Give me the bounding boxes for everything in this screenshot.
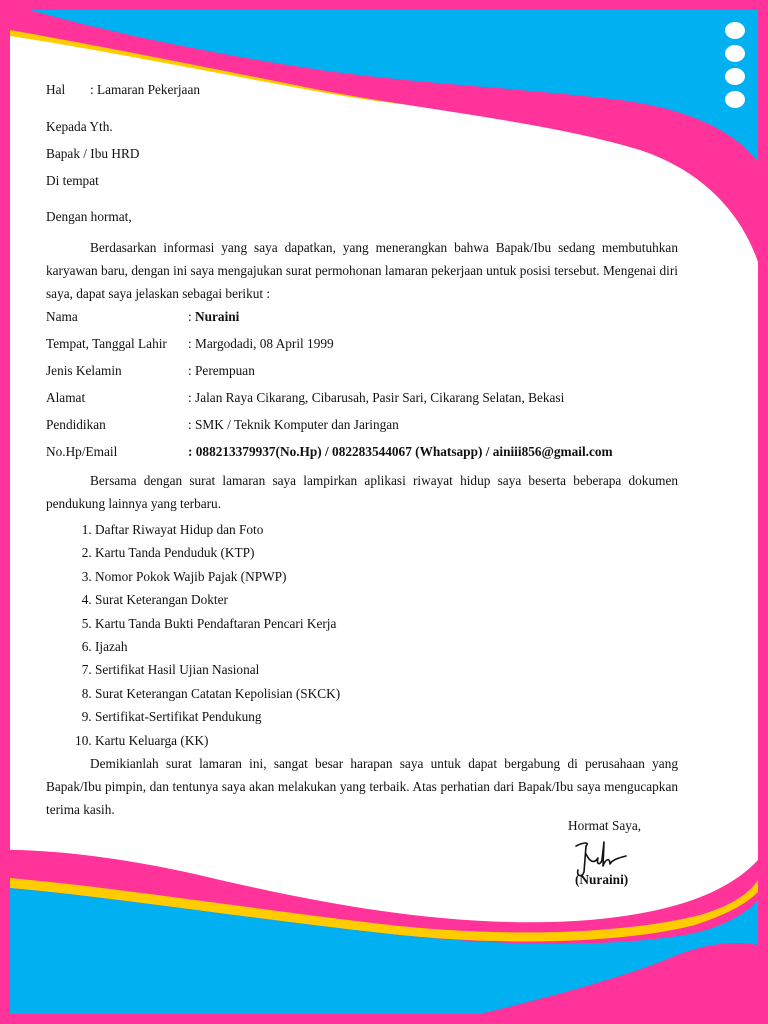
list-item: 6. Ijazah [95,635,678,658]
signature-block [520,818,700,888]
field-sep: : [188,363,196,378]
field-row [46,438,678,465]
field-label: Jenis Kelamin [46,363,122,378]
field-sep: : [188,444,196,459]
field-sep: : [188,417,196,432]
list-item: 5. Kartu Tanda Bukti Pendaftaran Pencari Kerja [95,612,678,635]
field-row [46,357,678,384]
list-item: 9. Sertifikat-Sertifikat Pendukung [95,705,678,728]
intro-paragraph: Berdasarkan informasi yang saya dapatkan, yang menerangkan bahwa Bapak/Ibu sedang membutuhkan karyawan baru, dengan ini saya mengajukan surat permohonan lamaran pekerjaan untuk posisi tersebut. Mengenai diri saya, dapat saya jelaskan sebagai berikut : [46,240,678,301]
list-item: 10. Kartu Keluarga (KK) [95,729,678,752]
list-item: 7. Sertifikat Hasil Ujian Nasional [95,658,678,681]
field-row [46,411,678,438]
decorative-dots [725,22,745,114]
greeting: Dengan hormat, [46,209,132,224]
field-sep: : [188,309,196,324]
dot-icon [725,91,745,108]
signature-greeting: Hormat Saya, [568,818,642,833]
field-label: Nama [46,309,78,324]
subject-label: Hal [46,82,66,97]
list-item: 2. Kartu Tanda Penduduk (KTP) [95,541,678,564]
signature-name: (Nuraini) [575,872,629,887]
field-label: Tempat, Tanggal Lahir [46,336,167,351]
field-sep: : [188,336,196,351]
dot-icon [725,45,745,62]
dot-icon [725,68,745,85]
recipient-line-1: Kepada Yth. [46,119,113,134]
attachment-paragraph: Bersama dengan surat lamaran saya lampirkan aplikasi riwayat hidup saya beserta beberapa dokumen pendukung lainnya yang terbaru. [46,473,678,511]
closing-paragraph: Demikianlah surat lamaran ini, sangat besar harapan saya untuk dapat bergabung di perusahaan yang Bapak/Ibu pimpin, dan tentunya saya akan melakukan yang terbaik. Atas perhatian dari Bapak/Ibu saya mengucapkan terima kasih. [46,755,678,817]
dot-icon [725,22,745,39]
list-item: 1. Daftar Riwayat Hidup dan Foto [95,518,678,541]
field-sep: : [188,390,196,405]
field-row [46,384,678,411]
list-item: 8. Surat Keterangan Catatan Kepolisian (SKCK) [95,682,678,705]
personal-fields [46,303,678,465]
field-value: Margodadi, 08 April 1999 [195,336,334,351]
field-label: No.Hp/Email [46,444,118,459]
field-label: Alamat [46,390,86,405]
subject-value: : Lamaran Pekerjaan [90,82,201,97]
field-value: 088213379937(No.Hp) / 082283544067 (Whatsapp) / ainiii856@gmail.com [195,444,613,459]
field-label: Pendidikan [46,417,106,432]
field-value: Jalan Raya Cikarang, Cibarusah, Pasir Sari, Cikarang Selatan, Bekasi [195,390,565,405]
field-row [46,303,678,330]
field-value: SMK / Teknik Komputer dan Jaringan [195,417,399,432]
field-value: Perempuan [195,363,255,378]
subject-line [46,78,678,101]
field-row [46,330,678,357]
attachment-list [46,518,678,752]
recipient-line-3: Di tempat [46,173,99,188]
letter-body [46,78,678,821]
list-item: 4. Surat Keterangan Dokter [95,588,678,611]
field-value: Nuraini [195,309,240,324]
list-item: 3. Nomor Pokok Wajib Pajak (NPWP) [95,565,678,588]
recipient-line-2: Bapak / Ibu HRD [46,146,140,161]
